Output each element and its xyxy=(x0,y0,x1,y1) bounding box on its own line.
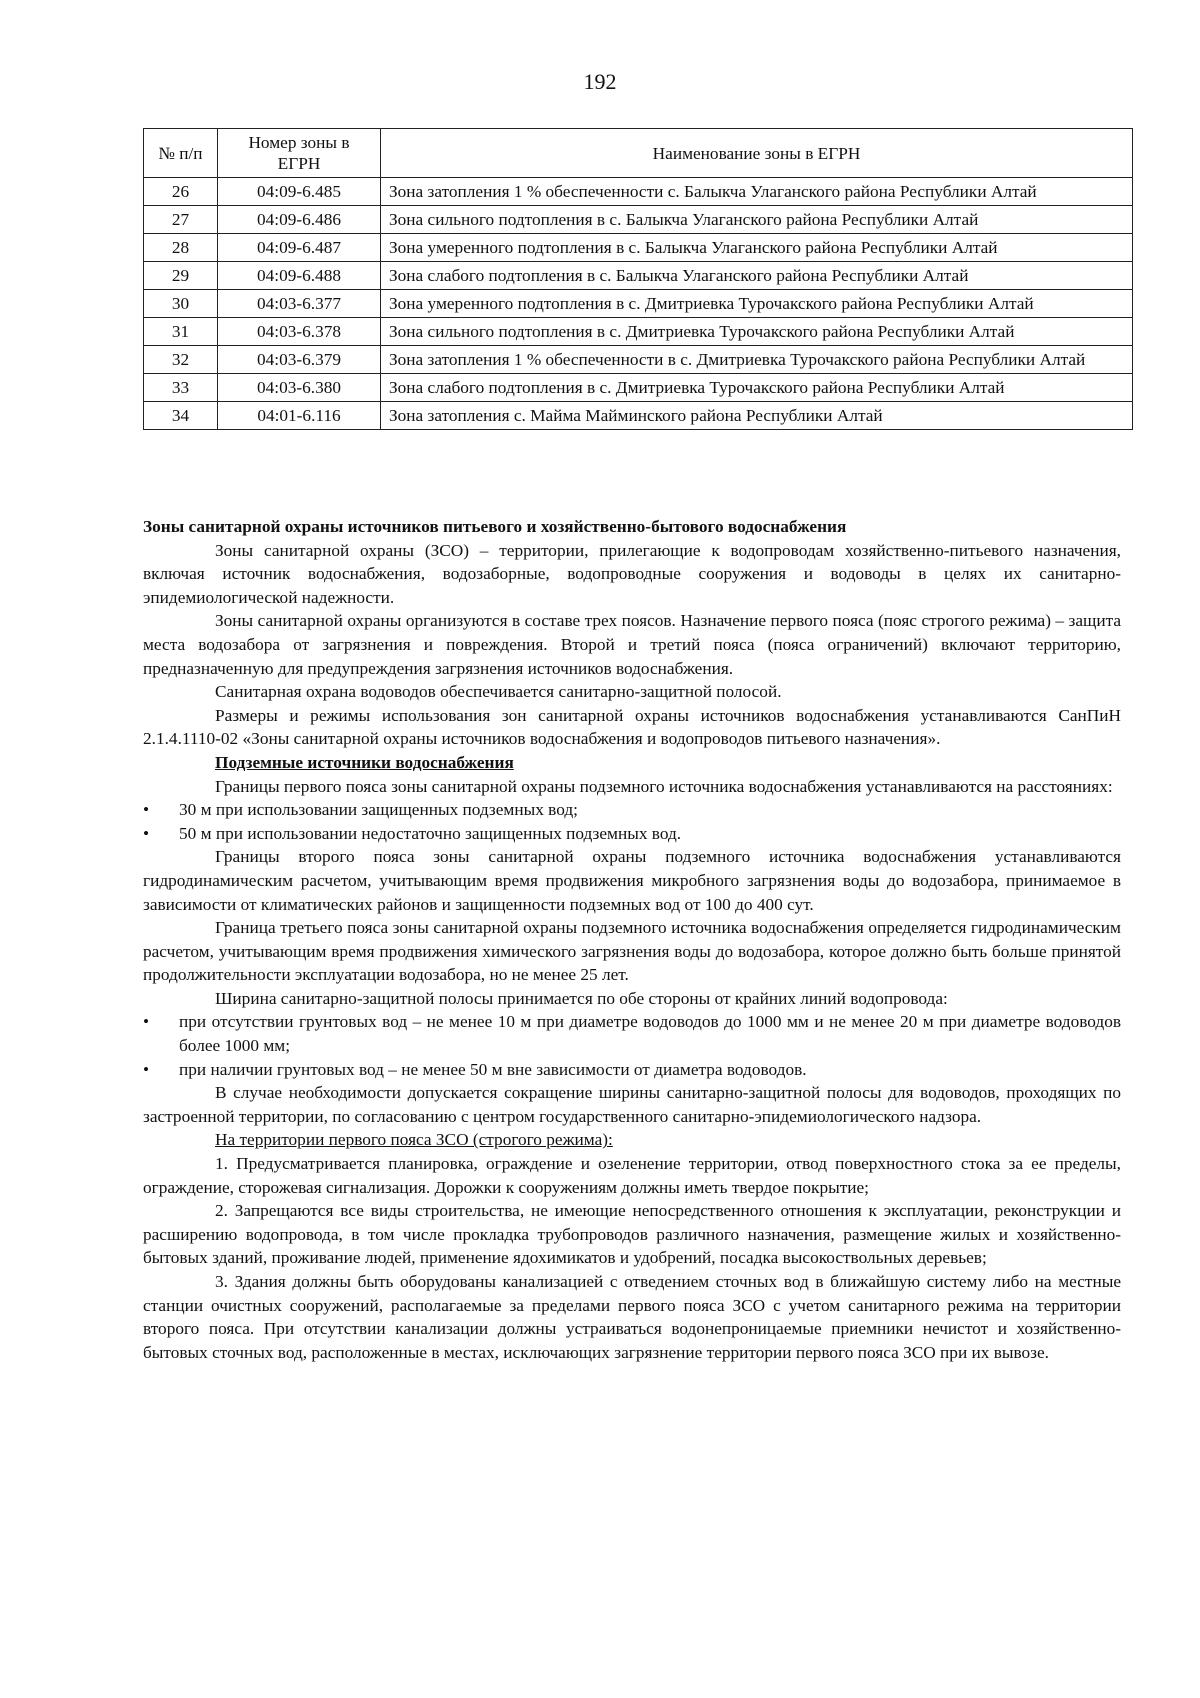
row-number: 28 xyxy=(144,234,218,262)
list-item: • при отсутствии грунтовых вод – не менее 10 м при диаметре водоводов до 1000 мм и не менее 20 м при диаметре водоводов более 1000 мм; xyxy=(143,1010,1121,1057)
row-number: 32 xyxy=(144,346,218,374)
row-number: 34 xyxy=(144,402,218,430)
row-zone-name: Зона слабого подтопления в с. Дмитриевка Турочакского района Республики Алтай xyxy=(381,374,1133,402)
paragraph-zso-belts: Зоны санитарной охраны организуются в составе трех поясов. Назначение первого пояса (пояс строгого режима) – защита места водозабора от загрязнения и повреждения. Второй и третий пояса (пояса ограничений) включают территорию, предназначенную для предупреждения загрязнения источников водоснабжения. xyxy=(143,611,1121,678)
paragraph-zso-definition: Зоны санитарной охраны (ЗСО) – территории, прилегающие к водопроводам хозяйственно-питьевого назначения, включая источник водоснабжения, водозаборные, водопроводные сооружения и водоводы в целях их санитарно-эпидемиологической надежности. xyxy=(143,540,1121,607)
table-row xyxy=(144,318,1133,346)
row-zone-id: 04:09-6.486 xyxy=(218,206,381,234)
list-item: • 30 м при использовании защищенных подземных вод; xyxy=(143,798,1121,822)
paragraph-protective-strip: Ширина санитарно-защитной полосы принимается по обе стороны от крайних линий водопровода: xyxy=(215,988,948,1008)
row-zone-id: 04:03-6.380 xyxy=(218,374,381,402)
row-zone-id: 04:03-6.378 xyxy=(218,318,381,346)
list-item: • 50 м при использовании недостаточно защищенных подземных вод. xyxy=(143,822,1121,846)
table-row xyxy=(144,346,1133,374)
header-zone-id: Номер зоны в ЕГРН xyxy=(218,129,381,178)
row-zone-name: Зона умеренного подтопления в с. Дмитриевка Турочакского района Республики Алтай xyxy=(381,290,1133,318)
paragraph-strip-reduction: В случае необходимости допускается сокращение ширины санитарно-защитной полосы для водоводов, проходящих по застроенной территории, по согласованию с центром государственного санитарно-эпидемиологического надзора. xyxy=(143,1083,1121,1126)
table-row xyxy=(144,402,1133,430)
table-header-row xyxy=(144,129,1133,178)
row-number: 29 xyxy=(144,262,218,290)
table-row xyxy=(144,262,1133,290)
row-zone-name: Зона умеренного подтопления в с. Балыкча Улаганского района Республики Алтай xyxy=(381,234,1133,262)
paragraph-first-belt: Границы первого пояса зоны санитарной охраны подземного источника водоснабжения устанавливаются на расстояниях: xyxy=(215,776,1113,796)
row-zone-name: Зона слабого подтопления в с. Балыкча Улаганского района Республики Алтай xyxy=(381,262,1133,290)
row-number: 27 xyxy=(144,206,218,234)
paragraph-third-belt: Граница третьего пояса зоны санитарной охраны подземного источника водоснабжения определяется гидродинамическим расчетом, учитывающим время продвижения химического загрязнения воды до водозабора, которое должно быть больше принятой продолжительности эксплуатации водозабора, но не менее 25 лет. xyxy=(143,918,1121,985)
row-zone-id: 04:01-6.116 xyxy=(218,402,381,430)
zones-table xyxy=(143,128,1133,430)
row-zone-name: Зона затопления с. Майма Майминского района Республики Алтай xyxy=(381,402,1133,430)
paragraph-sanpin-reference: Размеры и режимы использования зон санитарной охраны источников водоснабжения устанавливаются СанПиН 2.1.4.1110-02 «Зоны санитарной охраны источников водоснабжения и водопроводов питьевого назначения». xyxy=(143,705,1121,749)
row-zone-id: 04:09-6.488 xyxy=(218,262,381,290)
table-row xyxy=(144,234,1133,262)
numbered-item-1: 1. Предусматривается планировка, ограждение и озеленение территории, отвод поверхностного стока за ее пределы, ограждение, сторожевая сигнализация. Дорожки к сооружениям должны иметь твердое покрытие; xyxy=(143,1154,1121,1197)
first-belt-distance-list xyxy=(143,798,1121,845)
row-zone-name: Зона затопления 1 % обеспеченности в с. Дмитриевка Турочакского района Республики Алтай xyxy=(381,346,1133,374)
paragraph-second-belt: Границы второго пояса зоны санитарной охраны подземного источника водоснабжения устанавливаются гидродинамическим расчетом, учитывающим время продвижения микробного загрязнения воды до водозабора, принимаемое в зависимости от климатических районов и защищенности подземных вод от 100 до 400 сут. xyxy=(143,847,1121,914)
header-number: № п/п xyxy=(144,129,218,178)
body-text xyxy=(143,515,1121,1364)
row-zone-id: 04:09-6.485 xyxy=(218,178,381,206)
page-number: 192 xyxy=(583,69,617,94)
row-number: 33 xyxy=(144,374,218,402)
protective-strip-list xyxy=(143,1010,1121,1081)
list-item: • при наличии грунтовых вод – не менее 50 м вне зависимости от диаметра водоводов. xyxy=(143,1058,1121,1082)
row-zone-id: 04:03-6.379 xyxy=(218,346,381,374)
row-number: 30 xyxy=(144,290,218,318)
row-zone-name: Зона сильного подтопления в с. Балыкча Улаганского района Республики Алтай xyxy=(381,206,1133,234)
table-row xyxy=(144,206,1133,234)
paragraph-conduit-protection: Санитарная охрана водоводов обеспечивается санитарно-защитной полосой. xyxy=(215,682,782,702)
row-zone-name: Зона сильного подтопления в с. Дмитриевка Турочакского района Республики Алтай xyxy=(381,318,1133,346)
numbered-item-2: 2. Запрещаются все виды строительства, не имеющие непосредственного отношения к эксплуатации, реконструкции и расширению водопровода, в том числе прокладка трубопроводов различного назначения, размещение жилых и хозяйственно-бытовых зданий, проживание людей, применение ядохимикатов и удобрений, посадка высокоствольных деревьев; xyxy=(143,1201,1121,1268)
row-number: 31 xyxy=(144,318,218,346)
subheading-first-belt-territory: На территории первого пояса ЗСО (строгого режима): xyxy=(215,1130,613,1150)
row-zone-name: Зона затопления 1 % обеспеченности с. Балыкча Улаганского района Республики Алтай xyxy=(381,178,1133,206)
header-zone-name: Наименование зоны в ЕГРН xyxy=(381,129,1133,178)
row-zone-id: 04:09-6.487 xyxy=(218,234,381,262)
subheading-underground-sources: Подземные источники водоснабжения xyxy=(215,752,514,772)
section-heading: Зоны санитарной охраны источников питьевого и хозяйственно-бытового водоснабжения xyxy=(143,517,847,536)
row-number: 26 xyxy=(144,178,218,206)
row-zone-id: 04:03-6.377 xyxy=(218,290,381,318)
table-row xyxy=(144,178,1133,206)
table-row xyxy=(144,290,1133,318)
table-row xyxy=(144,374,1133,402)
numbered-item-3: 3. Здания должны быть оборудованы канализацией с отведением сточных вод в ближайшую систему либо на местные станции очистных сооружений, располагаемые за пределами первого пояса ЗСО с учетом санитарного режима на территории второго пояса. При отсутствии канализации должны устраиваться водонепроницаемые приемники нечистот и хозяйственно-бытовых сточных вод, расположенные в местах, исключающих загрязнение территории первого пояса ЗСО при их вывозе. xyxy=(143,1272,1121,1362)
